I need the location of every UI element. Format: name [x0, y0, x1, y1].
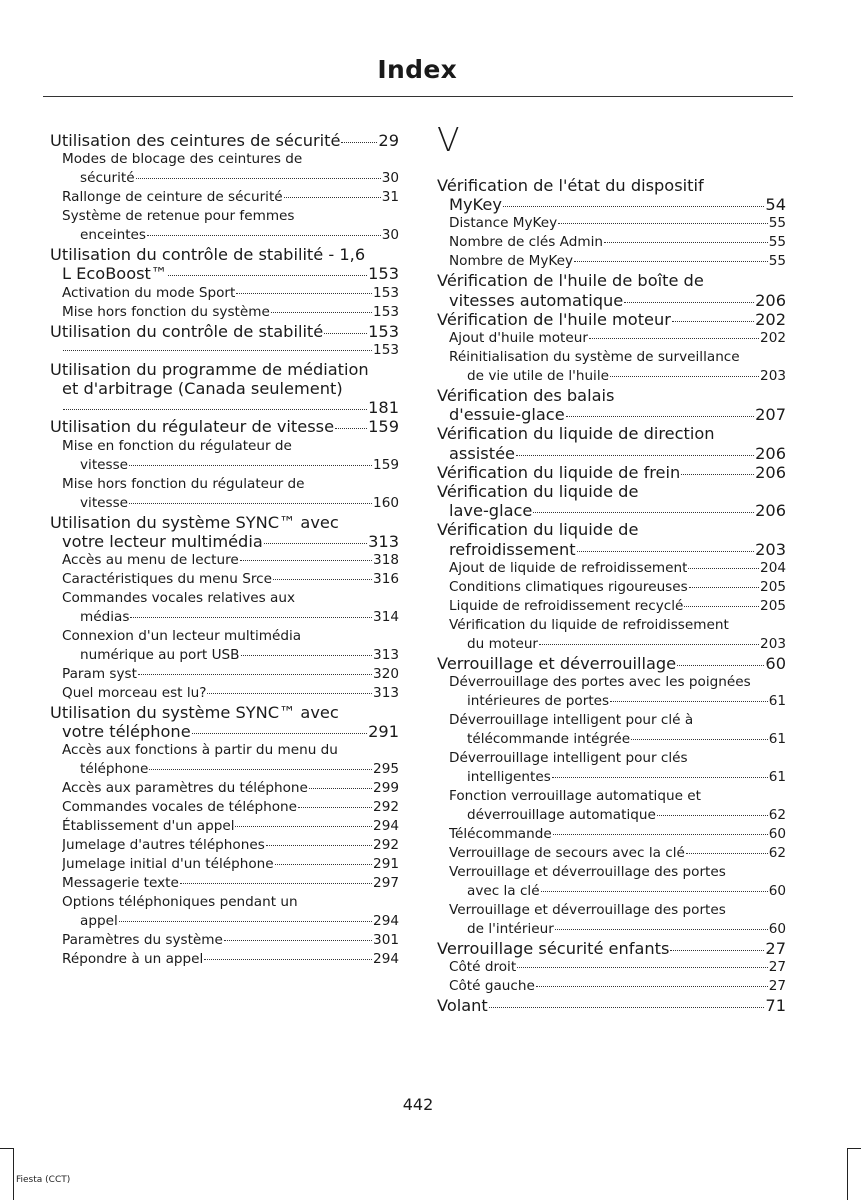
dot-leader	[689, 587, 759, 588]
page-reference: 297	[373, 875, 399, 892]
index-entry	[50, 245, 399, 283]
entry-text: Côté gauche	[449, 978, 535, 995]
dot-leader	[681, 474, 754, 475]
page-reference: 153	[373, 341, 399, 358]
index-subentry	[50, 817, 399, 836]
page-reference: 159	[368, 417, 399, 437]
entry-text: de vie utile de l'huile	[467, 368, 609, 385]
page-reference: 181	[368, 398, 399, 418]
index-entry	[437, 463, 786, 482]
page-reference: 153	[368, 264, 399, 284]
index-entry	[437, 654, 786, 673]
page-reference: 320	[373, 666, 399, 683]
dot-leader	[624, 302, 754, 303]
entry-text: Commandes vocales relatives aux	[62, 590, 296, 607]
page-reference: 60	[768, 826, 786, 843]
page-reference: 202	[755, 309, 786, 329]
page-reference: 294	[373, 913, 399, 930]
dot-leader	[341, 142, 377, 143]
entry-text: Volant	[437, 996, 488, 1016]
dot-leader	[657, 815, 768, 816]
page-reference: 62	[768, 807, 786, 824]
section-letter: V	[437, 120, 460, 159]
page-reference: 160	[373, 494, 399, 511]
entry-text: de l'intérieur	[467, 921, 554, 938]
dot-leader	[63, 409, 367, 410]
entry-text: Fonction verrouillage automatique et	[449, 788, 701, 805]
page-reference: 55	[768, 215, 786, 232]
entry-text: intérieures de portes	[467, 693, 610, 710]
entry-text: Utilisation du programme de médiation	[50, 359, 369, 379]
dot-leader	[503, 206, 764, 207]
index-subentry	[50, 475, 399, 513]
dot-leader	[149, 769, 372, 770]
entry-text: Utilisation du régulateur de vitesse	[50, 417, 335, 437]
entry-text: votre lecteur multimédia	[62, 531, 263, 551]
dot-leader	[589, 338, 759, 339]
dot-leader	[686, 853, 768, 854]
header-rule	[43, 96, 793, 97]
index-subentry	[437, 348, 786, 386]
index-entry	[437, 310, 786, 329]
entry-text: Utilisation du système SYNC™ avec	[50, 512, 339, 532]
entry-text: Verrouillage et déverrouillage	[437, 653, 677, 673]
entry-text: Options téléphoniques pendant un	[62, 894, 298, 911]
page-reference: 30	[381, 170, 399, 187]
page-reference: 31	[381, 189, 399, 206]
dot-leader	[517, 967, 768, 968]
entry-text: Distance MyKey	[449, 215, 558, 232]
index-subentry	[437, 578, 786, 597]
entry-text: médias	[80, 609, 130, 626]
index-subentry	[50, 551, 399, 570]
index-entry	[50, 513, 399, 551]
index-subentry	[50, 874, 399, 893]
page-reference: 313	[373, 685, 399, 702]
entry-text: lave-glace	[449, 501, 533, 521]
entry-text: Déverrouillage intelligent pour clés	[449, 750, 688, 767]
dot-leader	[684, 606, 759, 607]
dot-leader	[555, 929, 768, 930]
entry-text: Utilisation des ceintures de sécurité	[50, 131, 341, 150]
entry-text: déverrouillage automatique	[467, 807, 656, 824]
index-subentry	[437, 252, 786, 271]
entry-text: Connexion d'un lecteur multimédia	[62, 628, 302, 645]
index-subentry	[50, 437, 399, 475]
entry-text: Mise hors fonction du système	[62, 303, 270, 320]
entry-text: Verrouillage sécurité enfants	[437, 939, 670, 959]
index-entry	[437, 386, 786, 424]
index-entry	[50, 131, 399, 150]
index-entry	[437, 176, 786, 214]
index-entry	[437, 424, 786, 462]
dot-leader	[533, 512, 754, 513]
page-reference: 60	[765, 653, 786, 673]
entry-text: du moteur	[467, 635, 539, 652]
index-subentry	[437, 233, 786, 252]
page-reference: 29	[378, 131, 399, 150]
page-reference: 313	[368, 531, 399, 551]
index-subentry	[50, 303, 399, 322]
page-reference: 60	[768, 883, 786, 900]
crop-mark-bottom-left-horizontal	[0, 1148, 13, 1149]
entry-text: Déverrouillage des portes avec les poignées	[449, 674, 751, 691]
entry-text: Verrouillage de secours avec la clé	[449, 845, 685, 862]
entry-text: Vérification du liquide de direction	[437, 424, 715, 444]
dot-leader	[241, 655, 373, 656]
index-subentry	[50, 627, 399, 665]
index-entry	[50, 417, 399, 436]
entry-text: télécommande intégrée	[467, 731, 631, 748]
page-reference: 294	[373, 951, 399, 968]
index-column-left	[50, 131, 399, 969]
dot-leader	[672, 321, 754, 322]
entry-text: Verrouillage et déverrouillage des portes	[449, 864, 726, 881]
page-reference: 61	[768, 769, 786, 786]
entry-text: Vérification du liquide de	[437, 520, 639, 540]
page-reference: 27	[768, 978, 786, 995]
entry-text: intelligentes	[467, 769, 551, 786]
page-reference: 27	[765, 939, 786, 959]
page-reference: 203	[760, 635, 786, 652]
dot-leader	[688, 568, 759, 569]
dot-leader	[240, 560, 372, 561]
page-title: Index	[377, 55, 457, 84]
page-reference: 206	[755, 501, 786, 521]
dot-leader	[207, 693, 372, 694]
page-reference: 27	[768, 959, 786, 976]
page-reference: 203	[760, 368, 786, 385]
entry-text: Vérification du liquide de	[437, 482, 639, 502]
entry-text: MyKey	[449, 195, 502, 215]
dot-leader	[63, 350, 372, 351]
dot-leader	[136, 178, 381, 179]
index-subentry	[50, 684, 399, 703]
entry-text: Vérification des balais	[437, 386, 615, 406]
page-reference: 60	[768, 921, 786, 938]
index-subentry	[437, 787, 786, 825]
index-column-right	[437, 118, 786, 1015]
index-subentry	[50, 893, 399, 931]
dot-leader	[273, 579, 372, 580]
index-subentry	[50, 855, 399, 874]
entry-text: Conditions climatiques rigoureuses	[449, 578, 688, 595]
index-entry	[437, 482, 786, 520]
index-subentry	[437, 863, 786, 901]
dot-leader	[610, 701, 768, 702]
page-reference: 61	[768, 731, 786, 748]
dot-leader	[275, 864, 372, 865]
entry-text: vitesses automatique	[449, 290, 624, 310]
dot-leader	[119, 921, 372, 922]
page-reference: 204	[760, 559, 786, 576]
page-reference: 294	[373, 818, 399, 835]
page-reference: 205	[760, 597, 786, 614]
entry-text: Liquide de refroidissement recyclé	[449, 597, 684, 614]
index-subentry	[50, 798, 399, 817]
index-subentry	[437, 711, 786, 749]
page-number: 442	[402, 1095, 434, 1114]
index-subentry	[437, 825, 786, 844]
crop-mark-bottom-right-vertical	[847, 1148, 848, 1200]
index-subentry	[437, 673, 786, 711]
page-reference: 313	[373, 647, 399, 664]
entry-text: Vérification de l'huile moteur	[437, 309, 671, 329]
entry-text: Vérification du liquide de refroidissement	[449, 616, 729, 633]
crop-mark-bottom-left-vertical	[13, 1148, 14, 1200]
index-subentry	[50, 665, 399, 684]
index-subentry	[437, 597, 786, 616]
dot-leader	[553, 834, 768, 835]
entry-text: Système de retenue pour femmes	[62, 208, 295, 225]
dot-leader	[489, 1007, 765, 1008]
page-reference: 153	[368, 321, 399, 341]
page-reference: 62	[768, 845, 786, 862]
entry-text: téléphone	[80, 761, 149, 778]
page-reference: 205	[760, 578, 786, 595]
dot-leader	[558, 223, 768, 224]
entry-text: Vérification du liquide de frein	[437, 462, 681, 482]
dot-leader	[677, 665, 764, 666]
dot-leader	[264, 543, 367, 544]
entry-text: appel	[80, 913, 118, 930]
page-reference: 153	[373, 303, 399, 320]
entry-text: Mise en fonction du régulateur de	[62, 437, 292, 454]
footer-label: Fiesta (CCT)	[16, 1175, 71, 1185]
index-subentry	[50, 570, 399, 589]
dot-leader	[631, 739, 768, 740]
entry-text: avec la clé	[467, 883, 540, 900]
entry-text: Nombre de clés Admin	[449, 234, 603, 251]
dot-leader	[610, 376, 759, 377]
index-subentry	[50, 931, 399, 950]
page-reference: 55	[768, 234, 786, 251]
entry-text: Côté droit	[449, 959, 517, 976]
dot-leader	[604, 242, 768, 243]
dot-leader	[552, 777, 768, 778]
page-reference: 30	[381, 227, 399, 244]
page-reference: 206	[755, 443, 786, 463]
page-reference: 203	[755, 539, 786, 559]
dot-leader	[271, 312, 372, 313]
dot-leader	[577, 551, 755, 552]
page-reference: 206	[755, 462, 786, 482]
page-reference: 291	[368, 722, 399, 742]
page-reference: 314	[373, 609, 399, 626]
dot-leader	[266, 845, 372, 846]
entry-text: votre téléphone	[62, 722, 191, 742]
page-reference: 153	[373, 284, 399, 301]
page-reference: 316	[373, 571, 399, 588]
index-subentry	[437, 749, 786, 787]
entry-text: et d'arbitrage (Canada seulement)	[62, 379, 343, 399]
entry-text: Vérification de l'état du dispositif	[437, 176, 704, 195]
page-reference: 299	[373, 780, 399, 797]
index-subentry	[50, 779, 399, 798]
page-reference: 202	[760, 330, 786, 347]
entry-text: Paramètres du système	[62, 932, 223, 949]
page-reference: 301	[373, 932, 399, 949]
dot-leader	[309, 788, 372, 789]
page-reference: 207	[755, 405, 786, 425]
dot-leader	[541, 891, 768, 892]
entry-text: Télécommande	[449, 826, 552, 843]
entry-text: Déverrouillage intelligent pour clé à	[449, 712, 694, 729]
page-reference: 54	[765, 195, 786, 215]
dot-leader	[138, 674, 372, 675]
entry-text: Ajout d'huile moteur	[449, 330, 588, 347]
index-subentry	[437, 844, 786, 863]
dot-leader	[129, 503, 372, 504]
entry-text: sécurité	[80, 170, 135, 187]
page-reference: 318	[373, 552, 399, 569]
entry-text: L EcoBoost™	[62, 264, 168, 284]
dot-leader	[192, 733, 367, 734]
dot-leader	[204, 959, 372, 960]
entry-text: Modes de blocage des ceintures de	[62, 151, 303, 168]
index-subentry	[50, 188, 399, 207]
entry-text: Utilisation du système SYNC™ avec	[50, 703, 339, 723]
dot-leader	[235, 826, 372, 827]
entry-text: Réinitialisation du système de surveillance	[449, 349, 740, 366]
dot-leader	[147, 235, 381, 236]
index-subentry	[50, 836, 399, 855]
dot-leader	[566, 416, 754, 417]
page-reference: 291	[373, 856, 399, 873]
page-reference: 71	[765, 996, 786, 1016]
page-reference: 159	[373, 456, 399, 473]
index-subentry	[50, 207, 399, 245]
entry-text: Jumelage initial d'un téléphone	[62, 856, 274, 873]
index-subentry	[437, 616, 786, 654]
entry-text: Établissement d'un appel	[62, 818, 235, 835]
dot-leader	[574, 261, 768, 262]
index-entry	[437, 996, 786, 1015]
dot-leader	[516, 455, 754, 456]
dot-leader	[180, 883, 372, 884]
index-subentry	[437, 329, 786, 348]
index-entry	[50, 322, 399, 341]
dot-leader	[536, 986, 768, 987]
index-subentry	[437, 977, 786, 996]
page-reference: 292	[373, 837, 399, 854]
index-entry	[50, 360, 399, 418]
dot-leader	[129, 465, 372, 466]
entry-text: Accès au menu de lecture	[62, 552, 239, 569]
entry-text: Param syst	[62, 666, 137, 683]
entry-text: Nombre de MyKey	[449, 253, 574, 270]
dot-leader	[224, 940, 372, 941]
entry-text: numérique au port USB	[80, 647, 240, 664]
entry-text: Utilisation du contrôle de stabilité	[50, 321, 324, 341]
index-subentry	[50, 741, 399, 779]
index-entry	[437, 520, 786, 558]
entry-text: Caractéristiques du menu Srce	[62, 571, 272, 588]
dot-leader	[130, 617, 372, 618]
page-reference: 61	[768, 693, 786, 710]
index-entry	[50, 703, 399, 741]
dot-leader	[324, 333, 367, 334]
index-subentry	[437, 214, 786, 233]
entry-text: Messagerie texte	[62, 875, 179, 892]
page-reference: 292	[373, 799, 399, 816]
entry-text: Répondre à un appel	[62, 951, 204, 968]
entry-text: Vérification de l'huile de boîte de	[437, 271, 704, 291]
index-subentry	[437, 559, 786, 578]
index-subentry	[50, 589, 399, 627]
crop-mark-bottom-right-horizontal	[848, 1148, 861, 1149]
entry-text: Commandes vocales de téléphone	[62, 799, 298, 816]
entry-text: Quel morceau est lu?	[62, 685, 207, 702]
entry-text: Verrouillage et déverrouillage des portes	[449, 902, 726, 919]
index-subentry	[437, 901, 786, 939]
index-subentry	[50, 950, 399, 969]
dot-leader	[335, 428, 367, 429]
index-entries-v	[437, 176, 786, 1015]
index-subentry	[50, 150, 399, 188]
entry-text: vitesse	[80, 494, 129, 511]
dot-leader	[284, 197, 381, 198]
entry-text: Accès aux fonctions à partir du menu du	[62, 742, 338, 759]
index-subentry	[437, 958, 786, 977]
entry-text: refroidissement	[449, 539, 576, 559]
dot-leader	[236, 293, 372, 294]
index-subentry	[50, 341, 399, 360]
entry-text: assistée	[449, 443, 515, 463]
dot-leader	[539, 644, 759, 645]
entry-text: Mise hors fonction du régulateur de	[62, 475, 305, 492]
entry-text: Utilisation du contrôle de stabilité - 1,6	[50, 245, 366, 265]
entry-text: Ajout de liquide de refroidissement	[449, 559, 688, 576]
entry-text: vitesse	[80, 456, 129, 473]
index-subentry	[50, 284, 399, 303]
page-reference: 206	[755, 290, 786, 310]
entry-text: Accès aux paramètres du téléphone	[62, 780, 308, 797]
index-entry	[437, 939, 786, 958]
entry-text: Jumelage d'autres téléphones	[62, 837, 265, 854]
page-reference: 55	[768, 253, 786, 270]
dot-leader	[298, 807, 372, 808]
entry-text: enceintes	[80, 227, 146, 244]
dot-leader	[670, 950, 764, 951]
index-entry	[437, 271, 786, 309]
page-reference: 295	[373, 761, 399, 778]
entry-text: Rallonge de ceinture de sécurité	[62, 189, 283, 206]
dot-leader	[168, 275, 367, 276]
entry-text: Activation du mode Sport	[62, 284, 236, 301]
entry-text: d'essuie-glace	[449, 405, 565, 425]
